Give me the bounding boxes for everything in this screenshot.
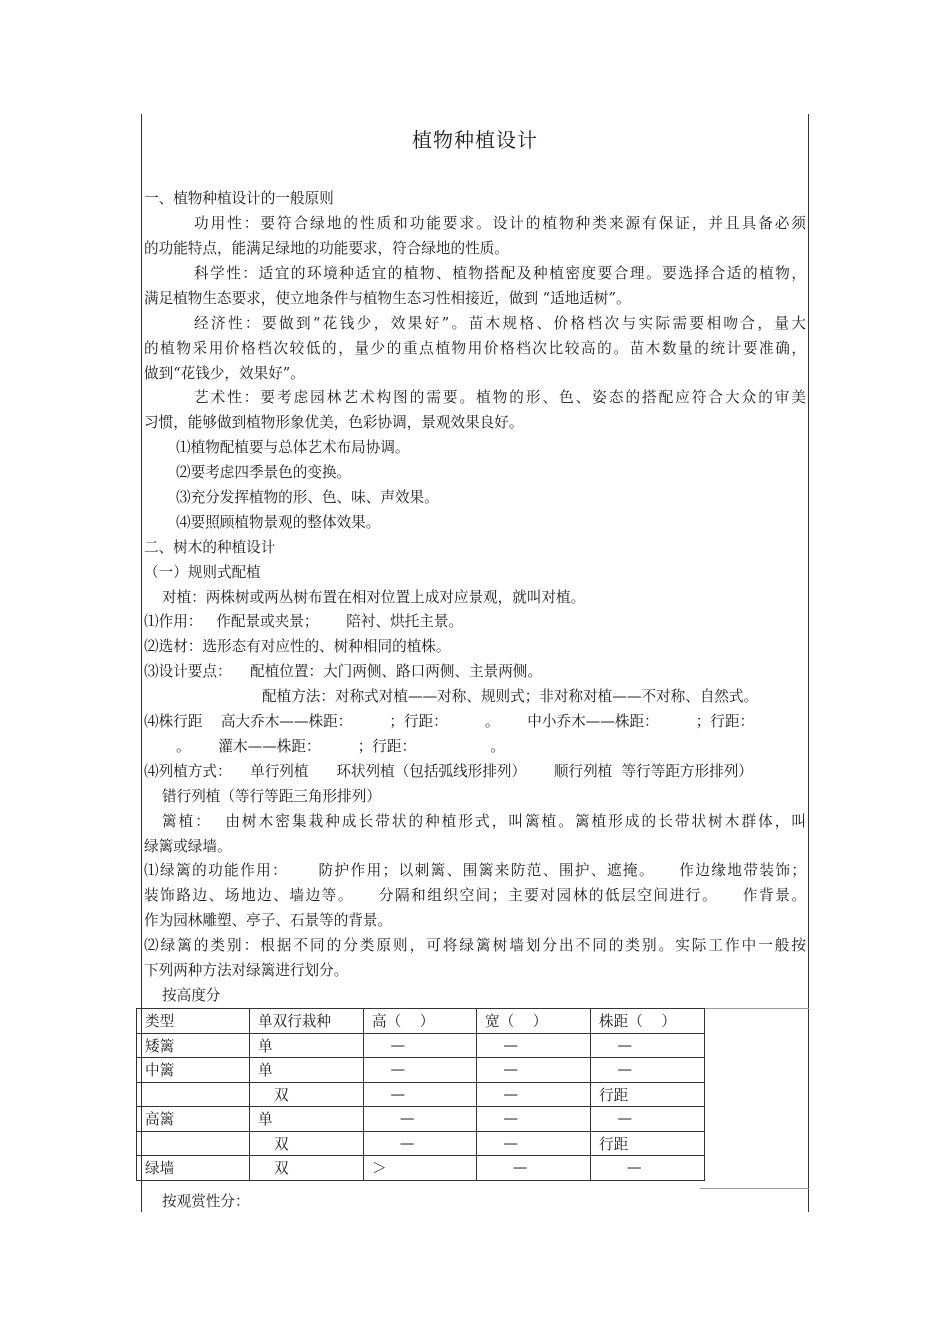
page-title: 植物种植设计 (412, 128, 538, 152)
table-row (137, 1082, 705, 1107)
table-row (137, 1156, 705, 1181)
table-row (137, 1107, 705, 1132)
section-heading: 一、植物种植设计的一般原则 (144, 190, 334, 207)
divider (700, 1188, 809, 1189)
table-cell: 双 (250, 1131, 364, 1156)
section-heading: 二、树木的种植设计 (144, 539, 276, 556)
table-caption: 按观赏性分： (162, 1193, 250, 1210)
table-cell: 行距 (591, 1131, 705, 1156)
paragraph-line: 。 灌木——株距： ；行距： 。 (176, 738, 505, 755)
table-cell: 单 (250, 1107, 364, 1132)
paragraph-line: ⑷株行距 高大乔木——株距： ；行距： 。 中小乔木——株距： ；行距： (144, 713, 755, 730)
paragraph-line: 做到“花钱少，效果好”。 (144, 365, 305, 382)
table-header-cell: 单双行栽种 (250, 1009, 364, 1034)
table-cell: — (591, 1033, 705, 1058)
table-cell: — (477, 1082, 591, 1107)
table-cell: 高篱 (137, 1107, 250, 1132)
table-cell: — (591, 1107, 705, 1132)
paragraph-line: 错行列植（等行等距三角形排列） (162, 788, 381, 805)
table-row (137, 1131, 705, 1156)
table-cell: ＞ (364, 1156, 477, 1181)
paragraph-line: ⑶设计要点： 配植位置：大门两侧、路口两侧、主景两侧。 (144, 663, 542, 680)
table-row (137, 1058, 705, 1083)
paragraph-line: ⑷列植方式： 单行列植 环状列植（包括弧线形排列） 顺行列植 等行等距方形排列） (144, 763, 753, 780)
table-caption: 按高度分 (162, 987, 221, 1004)
table-cell: — (591, 1058, 705, 1083)
page-frame-right (808, 114, 809, 1212)
table-cell: — (477, 1033, 591, 1058)
paragraph-line: ⑵绿篱的类别：根据不同的分类原则，可将绿篱树墙划分出不同的类别。实际工作中一般按 (144, 937, 806, 954)
table-cell: — (477, 1131, 591, 1156)
table-cell: — (364, 1107, 477, 1132)
table-cell: 中篱 (137, 1058, 250, 1083)
table-cell: 行距 (591, 1082, 705, 1107)
paragraph-line: 艺术性：要考虑园林艺术构图的需要。植物的形、色、姿态的搭配应符合大众的审美 (194, 389, 806, 406)
table-cell: — (477, 1156, 591, 1181)
table-cell: 绿墙 (137, 1156, 250, 1181)
table-cell: — (364, 1082, 477, 1107)
paragraph-line: 功用性：要符合绿地的性质和功能要求。设计的植物种类来源有保证，并且具备必须 (194, 215, 806, 232)
paragraph-line: 的植物采用价格档次较低的，量少的重点植物用价格档次比较高的。苗木数量的统计要准确， (144, 340, 806, 357)
table-cell: — (364, 1131, 477, 1156)
table-cell: — (591, 1156, 705, 1181)
table-cell: 双 (250, 1082, 364, 1107)
table-header-cell: 株距（ ） (591, 1009, 705, 1034)
table-row (137, 1033, 705, 1058)
paragraph-line: 满足植物生态要求，使立地条件与植物生态习性相接近，做到 “适地适树”。 (144, 290, 631, 307)
table-cell: 矮篱 (137, 1033, 250, 1058)
paragraph-line: 对植：两株树或两丛树布置在相对位置上成对应景观，就叫对植。 (162, 589, 586, 606)
paragraph-line: 下列两种方法对绿篱进行划分。 (144, 962, 349, 979)
table-header-cell: 宽（ ） (477, 1009, 591, 1034)
paragraph-line: 的功能特点，能满足绿地的功能要求，符合绿地的性质。 (144, 240, 509, 257)
paragraph-line: 绿篱或绿墙。 (144, 838, 232, 855)
list-item: ⑵要考虑四季景色的变换。 (176, 464, 352, 481)
list-item: ⑶充分发挥植物的形、色、味、声效果。 (176, 489, 439, 506)
table-cell: 双 (250, 1156, 364, 1181)
paragraph-line: 经济性：要做到“花钱少，效果好”。苗木规格、价格档次与实际需要相吻合，量大 (194, 315, 806, 332)
paragraph-line: ⑴作用： 作配景或夹景； 陪衬、烘托主景。 (144, 613, 464, 630)
table-header-cell: 高（ ） (364, 1009, 477, 1034)
paragraph-line: 装饰路边、场地边、墙边等。 分隔和组织空间；主要对园林的低层空间进行。 作背景。 (144, 887, 806, 904)
list-item: ⑷要照顾植物景观的整体效果。 (176, 514, 381, 531)
paragraph-line: 习惯，能够做到植物形象优美，色彩协调，景观效果良好。 (144, 414, 524, 431)
paragraph-line: ⑵选材：选形态有对应性的、树种相同的植株。 (144, 638, 451, 655)
table-header-cell: 类型 (137, 1009, 250, 1034)
table-cell: 单 (250, 1058, 364, 1083)
paragraph-line: 科学性：适宜的环境种适宜的植物、植物搭配及种植密度要合理。要选择合适的植物， (194, 265, 806, 282)
table-cell: — (364, 1033, 477, 1058)
paragraph-line: 作为园林雕塑、亭子、石景等的背景。 (144, 912, 393, 929)
table-cell: — (477, 1107, 591, 1132)
table-header-row (137, 1009, 705, 1034)
paragraph-line: 篱植： 由树木密集栽种成长带状的种植形式，叫篱植。篱植形成的长带状树木群体，叫 (162, 813, 806, 830)
hedge-height-table (136, 1008, 705, 1181)
divider (700, 1008, 809, 1009)
list-item: ⑴植物配植要与总体艺术布局协调。 (176, 439, 410, 456)
table-cell: — (364, 1058, 477, 1083)
table-cell (137, 1082, 250, 1107)
paragraph-line: ⑴绿篱的功能作用： 防护作用；以刺篱、围篱来防范、围护、遮掩。 作边缘地带装饰； (144, 862, 806, 879)
table-cell: 单 (250, 1033, 364, 1058)
table-cell (137, 1131, 250, 1156)
subsection-heading: （一）规则式配植 (144, 564, 261, 581)
paragraph-line: 配植方法：对称式对植——对称、规则式；非对称对植——不对称、自然式。 (262, 688, 759, 705)
table-cell: — (477, 1058, 591, 1083)
